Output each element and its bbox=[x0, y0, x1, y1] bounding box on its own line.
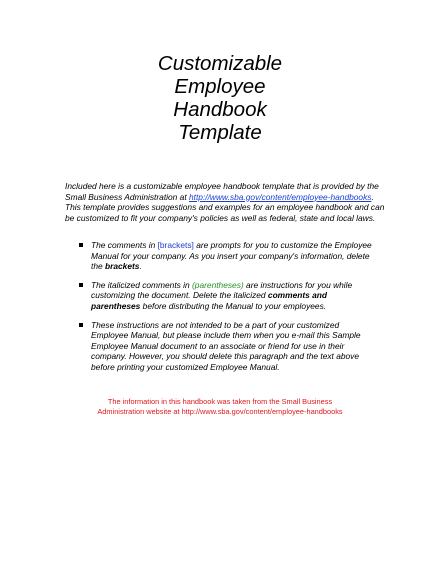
list-item bbox=[77, 320, 377, 373]
list-item bbox=[77, 280, 377, 312]
title-line: Employee bbox=[174, 75, 266, 98]
bold-text: comments and parentheses bbox=[91, 290, 328, 311]
title-line: Template bbox=[178, 121, 262, 144]
list-item bbox=[77, 240, 377, 272]
bullet-text: The italicized comments in bbox=[91, 279, 193, 290]
source-note-line: The information in this handbook was taken from the Small Business bbox=[107, 397, 333, 406]
intro-paragraph bbox=[65, 181, 385, 223]
bullet-text: before distributing the Manual to your employees. bbox=[140, 300, 327, 311]
source-note-line: Administration website at http://www.sba.gov/content/employee-handbooks bbox=[97, 407, 343, 416]
bullet-text: These instructions are not intended to be a part of your customized Employee Manual, but please include them when you e-mail this Sample Employee Manual document to an associate or friend for use in their company. However, you should delete this paragraph and the text above before printing your customized Employee Manual. bbox=[91, 319, 361, 372]
bullet-text: are instructions for you while customizing the document. Delete the italicized bbox=[91, 279, 353, 301]
sba-link[interactable]: http://www.sba.gov/content/employee-handbooks bbox=[188, 191, 372, 202]
bold-text: brackets bbox=[104, 261, 140, 272]
title-line: Customizable bbox=[157, 52, 283, 75]
document-title bbox=[0, 52, 440, 144]
bullet-text: are prompts for you to customize the Employee Manual for your company. As you insert your company's information, delete the bbox=[91, 240, 372, 272]
bullet-text: The comments in bbox=[91, 240, 158, 250]
title-line: Handbook bbox=[173, 98, 267, 121]
bullet-text: . bbox=[139, 261, 142, 272]
intro-text: Included here is a customizable employee handbook template that is provided by the Small Business Administration at bbox=[65, 181, 379, 202]
instruction-list bbox=[77, 240, 377, 381]
parentheses-marker: (parentheses) bbox=[192, 279, 244, 290]
intro-text: . This template provides suggestions and examples for an employee handbook and can be customized to fit your company's policies as well as federal, state and local laws. bbox=[65, 191, 385, 223]
source-note bbox=[60, 397, 380, 417]
brackets-marker: [brackets] bbox=[157, 240, 194, 250]
